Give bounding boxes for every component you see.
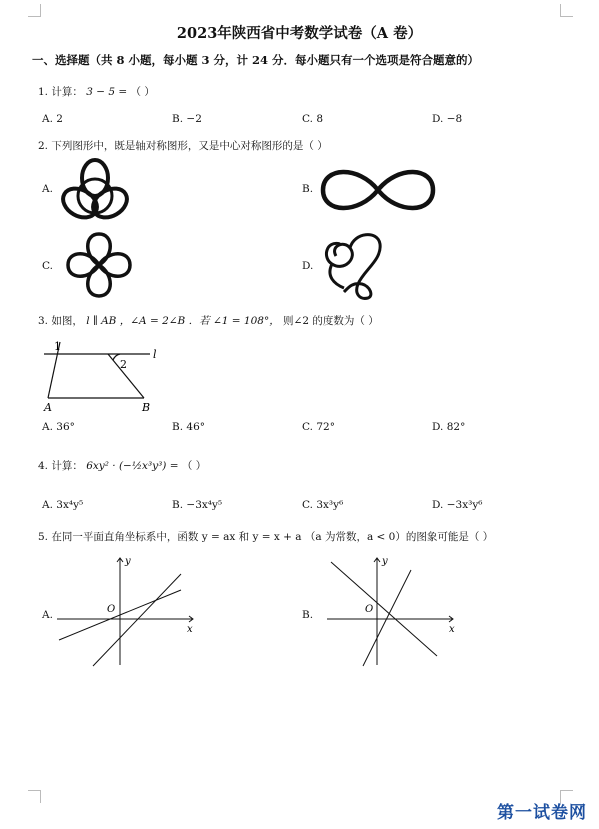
q3-option-c[interactable]: C. 72°	[302, 421, 335, 433]
q4-paren: （ ）	[181, 460, 207, 472]
q5a-y-label: y	[125, 556, 131, 567]
q5a-origin-label: O	[107, 604, 116, 615]
crop-mark-top-right	[560, 4, 573, 17]
q3-label-B: B	[142, 401, 151, 414]
q2-option-a[interactable]: A.	[42, 183, 53, 195]
question-2-stem: 2. 下列图形中，既是轴对称图形，又是中心对称图形的是（ ）	[38, 140, 328, 152]
q1-option-b[interactable]: B. −2	[172, 113, 202, 125]
q2-option-c[interactable]: C.	[42, 260, 53, 272]
q3-label-1: 1	[54, 340, 61, 353]
q4-option-d[interactable]: D. −3x³y⁶	[432, 499, 483, 511]
q1-option-c[interactable]: C. 8	[302, 113, 324, 125]
q4-option-c[interactable]: C. 3x³y⁶	[302, 499, 344, 511]
q3-expr: l ∥ AB ，∠A = 2∠B ．若 ∠1 = 108°，	[86, 315, 280, 327]
triquetra-figure	[60, 158, 130, 224]
q3-option-a[interactable]: A. 36°	[42, 421, 75, 433]
q3-label-A: A	[44, 401, 52, 414]
question-5-stem: 5. 在同一平面直角坐标系中，函数 y = ax 和 y = x + a （a 为常数，a < 0）的图象可能是（ ）	[38, 531, 494, 543]
q3-stem-a: 3. 如图，	[38, 315, 83, 327]
watermark-logo: 第一试卷网	[497, 803, 587, 823]
q4-expr: 6xy² · (−½x³y³) =	[86, 460, 179, 472]
q1-expr: 3 − 5 =	[86, 86, 128, 98]
loop-curve-figure	[318, 226, 388, 304]
crop-mark-top-left	[28, 4, 41, 17]
q1-stem: 1. 计算：	[38, 86, 83, 98]
section-heading: 一、选择题（共 8 小题，每小题 3 分，计 24 分．每小题只有一个选项是符合题意的）	[32, 53, 480, 67]
q5-graph-a	[55, 550, 200, 670]
infinity-figure	[318, 165, 438, 215]
q1-option-a[interactable]: A. 2	[42, 113, 63, 125]
q3-option-d[interactable]: D. 82°	[432, 421, 466, 433]
q4-option-b[interactable]: B. −3x⁴y⁵	[172, 499, 223, 511]
q5b-y-label: y	[382, 556, 388, 567]
q5b-x-label: x	[449, 624, 455, 635]
q3-geometry-figure	[40, 338, 170, 416]
q5-option-b[interactable]: B.	[302, 609, 314, 621]
q2-option-d[interactable]: D.	[302, 260, 314, 272]
q4-stem: 4. 计算：	[38, 460, 83, 472]
q3-option-b[interactable]: B. 46°	[172, 421, 206, 433]
q2-option-b[interactable]: B.	[302, 183, 314, 195]
q5-option-a[interactable]: A.	[42, 609, 53, 621]
q3-label-2: 2	[120, 358, 127, 371]
question-3	[38, 313, 379, 328]
q5a-x-label: x	[187, 624, 193, 635]
four-petal-figure	[62, 228, 136, 302]
page-title: 2023年陕西省中考数学试卷（A 卷）	[176, 25, 423, 42]
q3-label-l: l	[153, 348, 157, 361]
question-1	[38, 84, 155, 99]
q1-paren: （ ）	[130, 86, 155, 98]
question-4	[38, 458, 206, 473]
q5b-origin-label: O	[365, 604, 374, 615]
q3-stem-b: 则∠2 的度数为（ ）	[283, 315, 379, 327]
q5-graph-b	[325, 550, 460, 670]
crop-mark-bottom-left	[28, 790, 41, 803]
q1-option-d[interactable]: D. −8	[432, 113, 463, 125]
q4-option-a[interactable]: A. 3x⁴y⁵	[42, 499, 84, 511]
